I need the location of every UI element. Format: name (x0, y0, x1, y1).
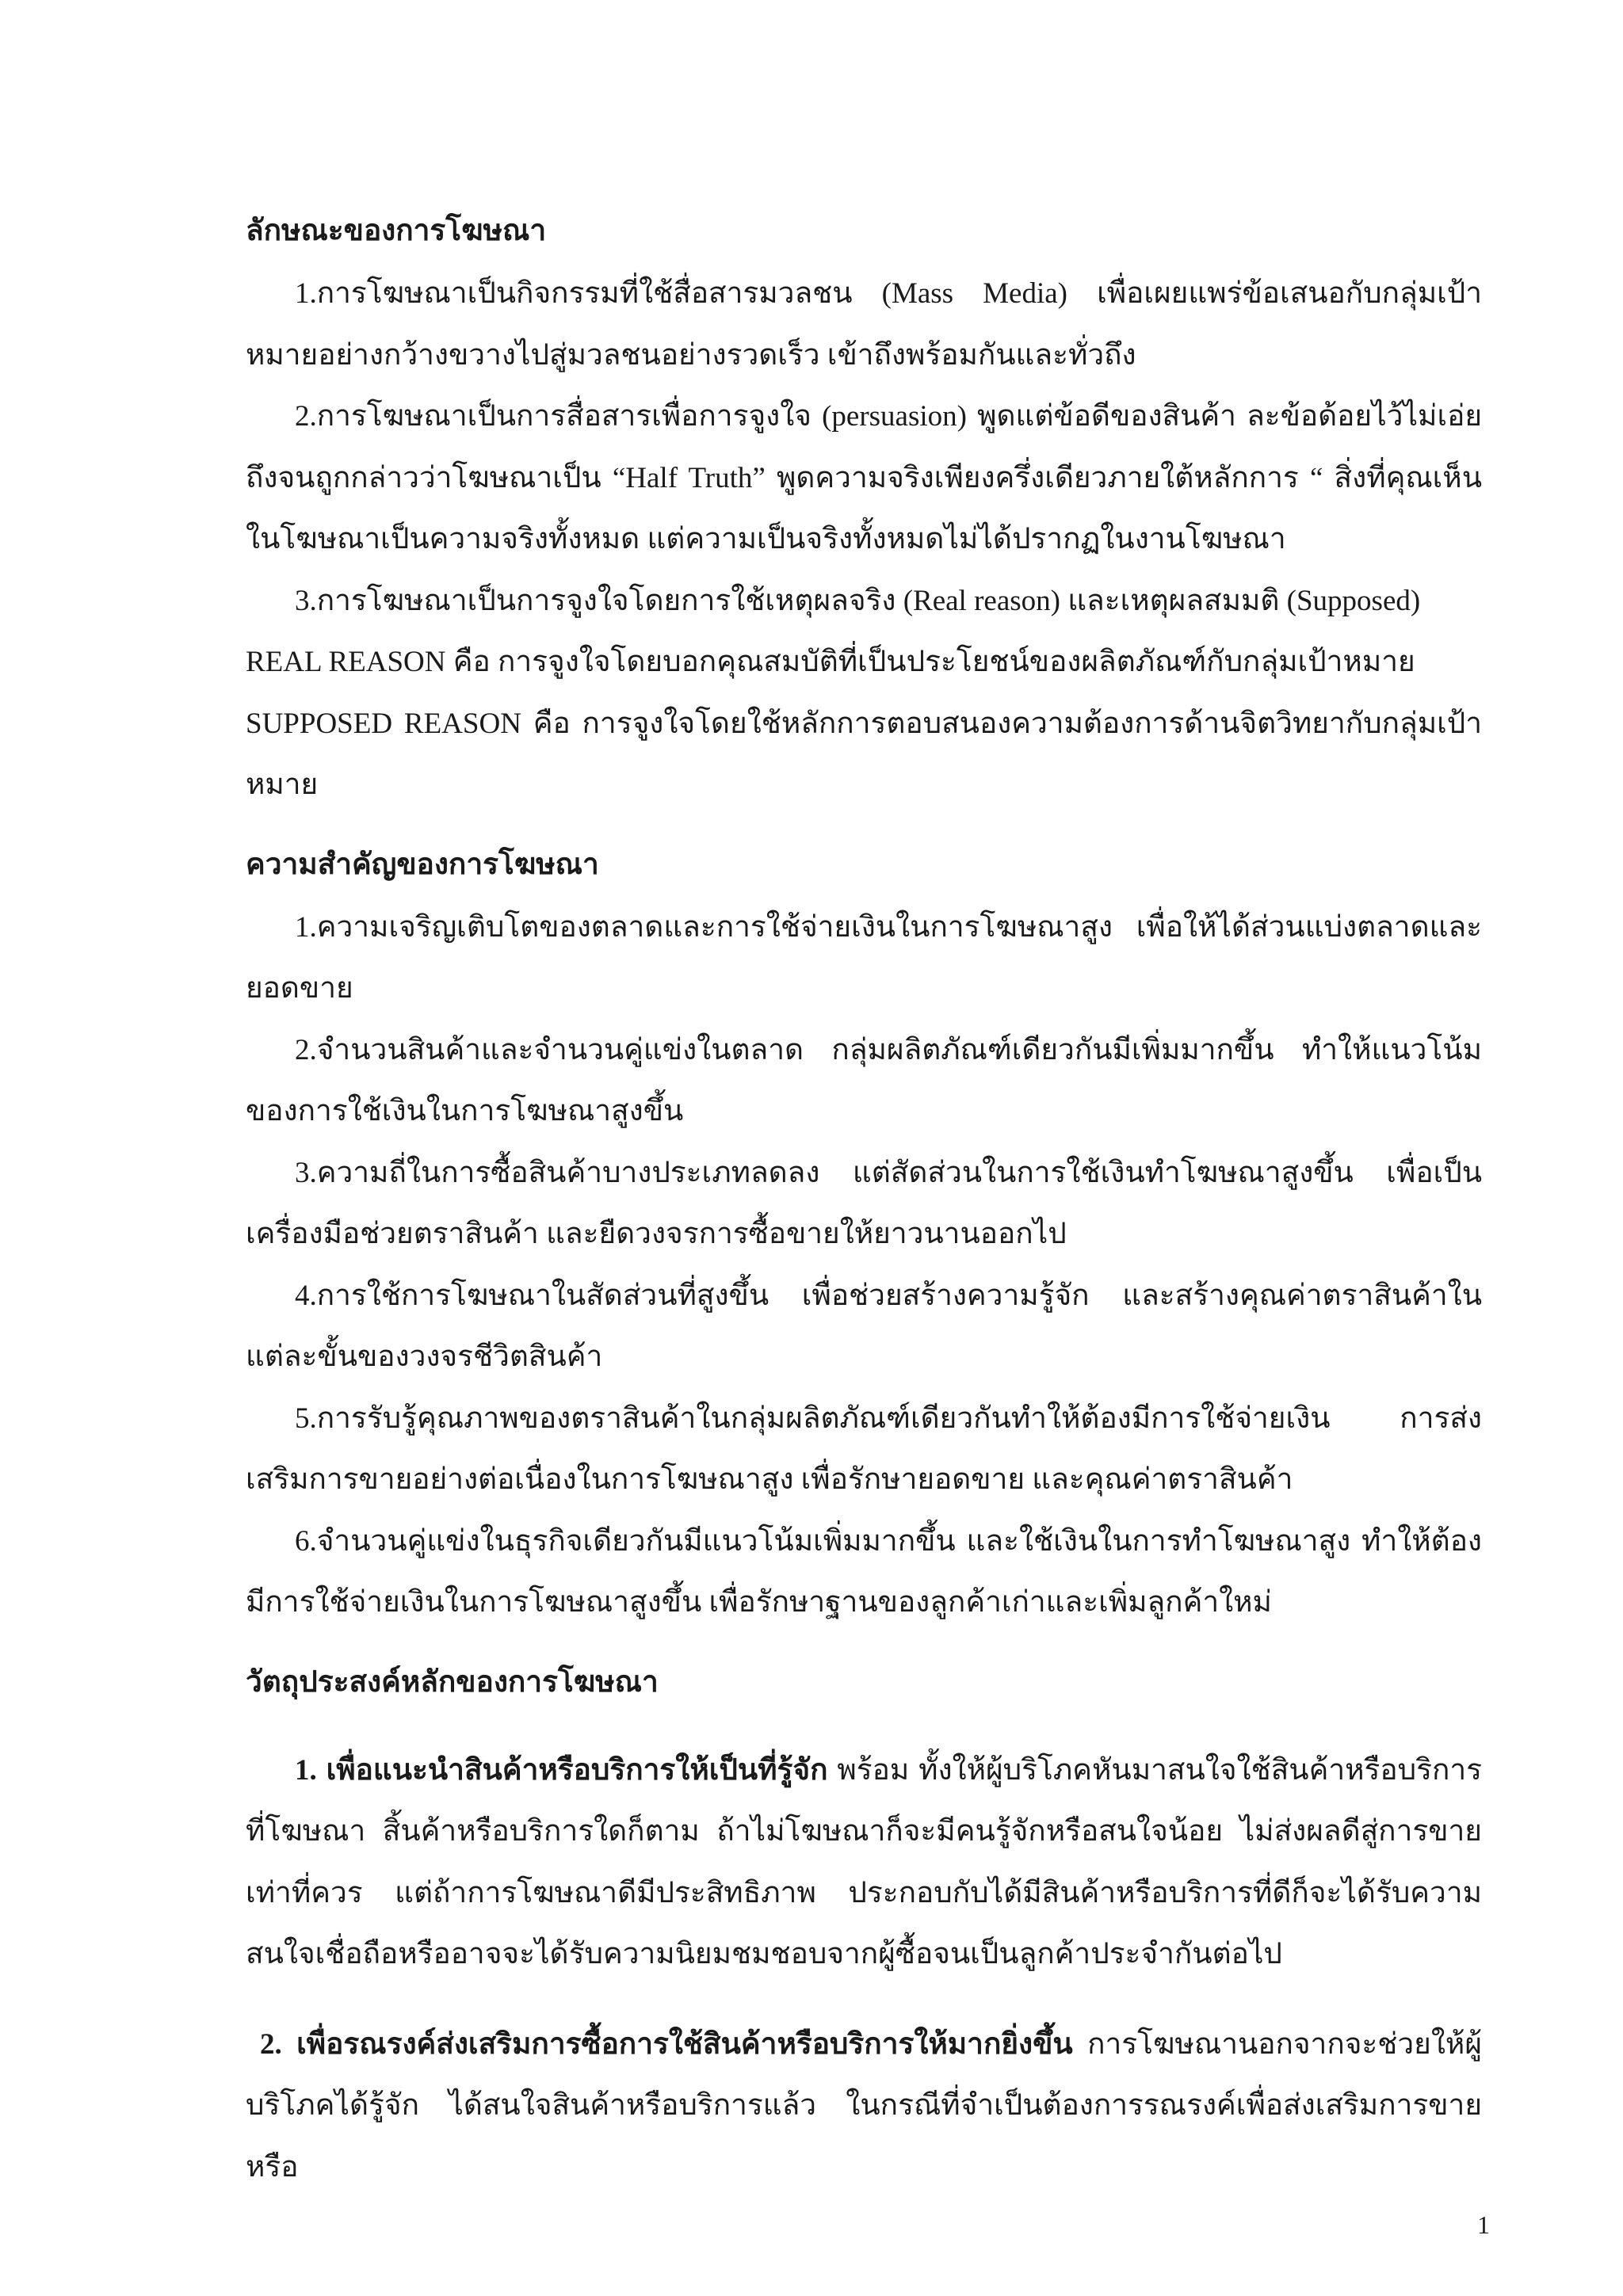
objective-text: พร้อม ทั้งให้ผู้บริโภคหันมาสนใจใช้สินค้าหรือบริการที่โฆษณา สิ้นค้าหรือบริการใดก็ตาม ถ้าไม่โฆษณาก็จะมีคนรู้จักหรือสนใจน้อย ไม่ส่งผลดีสู่การขายเท่าที่ควร แต่ถ้าการโฆษณาดีมีประสิทธิภาพ ประกอบกับได้มีสินค้าหรือบริการที่ดีก็จะได้รับความสนใจเชื่อถือหรืออาจจะได้รับความนิยมชมชอบจากผู้ซื้อจนเป็นลูกค้าประจำกันต่อไป (246, 1753, 1482, 1970)
objective-paragraph (246, 2014, 1482, 2199)
document-page (246, 208, 1482, 2198)
paragraph: 2.การโฆษณาเป็นการสื่อสารเพื่อการจูงใจ (persuasion) พูดแต่ข้อดีของสินค้า ละข้อด้อยไว้ไม่เอ่ยถึงจนถูกกล่าวว่าโฆษณาเป็น “Half Truth” พูดความจริงเพียงครึ่งเดียวภายใต้หลักการ “ สิ่งที่คุณเห็นในโฆษณาเป็นความจริงทั้งหมด แต่ความเป็นจริงทั้งหมดไม่ได้ปรากฏในงานโฆษณา (246, 400, 1482, 555)
objective-text: การโฆษณานอกจากจะช่วยให้ผู้บริโภคได้รู้จัก ได้สนใจสินค้าหรือบริการแล้ว ในกรณีที่จำเป็นต้องการรณรงค์เพื่อส่งเสริมการขาย หรือ (246, 2027, 1482, 2183)
objective-lead: 1. เพื่อแนะนำสินค้าหรือบริการให้เป็นที่รู้จัก (295, 1753, 828, 1787)
section-heading-characteristics: ลักษณะของการโฆษณา (246, 215, 547, 247)
objective-paragraph (246, 1740, 1482, 1985)
definition-line-real-reason: REAL REASON คือ การจูงใจโดยบอกคุณสมบัติที่เป็นประโยชน์ของผลิตภัณฑ์กับกลุ่มเป้าหมาย (246, 646, 1415, 678)
section-heading-objectives: วัตถุประสงค์หลักของการโฆษณา (246, 1665, 659, 1699)
paragraph: 5.การรับรู้คุณภาพของตราสินค้าในกลุ่มผลิตภัณฑ์เดียวกันทำให้ต้องมีการใช้จ่ายเงิน การส่งเสริมการขายอย่างต่อเนื่องในการโฆษณาสูง เพื่อรักษายอดขาย และคุณค่าตราสินค้า (246, 1402, 1482, 1496)
paragraph: 3.การโฆษณาเป็นการจูงใจโดยการใช้เหตุผลจริง (Real reason) และเหตุผลสมมติ (Supposed) (295, 584, 1421, 617)
section-heading-importance: ความสำคัญของการโฆษณา (246, 848, 599, 881)
objective-lead: 2. เพื่อรณรงค์ส่งเสริมการซื้อการใช้สินค้าหรือบริการให้มากยิ่งขึ้น (260, 2027, 1073, 2061)
page-number: 1 (1477, 2210, 1490, 2239)
paragraph: 4.การใช้การโฆษณาในสัดส่วนที่สูงขึ้น เพื่อช่วยสร้างความรู้จัก และสร้างคุณค่าตราสินค้าในแต่ละขั้นของวงจรชีวิตสินค้า (246, 1279, 1482, 1373)
paragraph: 3.ความถี่ในการซื้อสินค้าบางประเภทลดลง แต่สัดส่วนในการใช้เงินทำโฆษณาสูงขึ้น เพื่อเป็นเครื่องมือช่วยตราสินค้า และยืดวงจรการซื้อขายให้ยาวนานออกไป (246, 1156, 1482, 1250)
definition-line-supposed-reason: SUPPOSED REASON คือ การจูงใจโดยใช้หลักการตอบสนองความต้องการด้านจิตวิทยากับกลุ่มเป้าหมาย (246, 707, 1482, 801)
paragraph: 1.การโฆษณาเป็นกิจกรรมที่ใช้สื่อสารมวลชน (Mass Media) เพื่อเผยแพร่ข้อเสนอกับกลุ่มเป้าหมายอย่างกว้างขวางไปสู่มวลชนอย่างรวดเร็ว เข้าถึงพร้อมกันและทั่วถึง (246, 277, 1482, 372)
paragraph: 1.ความเจริญเติบโตของตลาดและการใช้จ่ายเงินในการโฆษณาสูง เพื่อให้ได้ส่วนแบ่งตลาดและยอดขาย (246, 910, 1482, 1005)
paragraph: 6.จำนวนคู่แข่งในธุรกิจเดียวกันมีแนวโน้มเพิ่มมากขึ้น และใช้เงินในการทำโฆษณาสูง ทำให้ต้องมีการใช้จ่ายเงินในการโฆษณาสูงขึ้น เพื่อรักษาฐานของลูกค้าเก่าและเพิ่มลูกค้าใหม่ (246, 1524, 1482, 1619)
paragraph: 2.จำนวนสินค้าและจำนวนคู่แข่งในตลาด กลุ่มผลิตภัณฑ์เดียวกันมีเพิ่มมากขึ้น ทำให้แนวโน้มของการใช้เงินในการโฆษณาสูงขึ้น (246, 1033, 1482, 1127)
